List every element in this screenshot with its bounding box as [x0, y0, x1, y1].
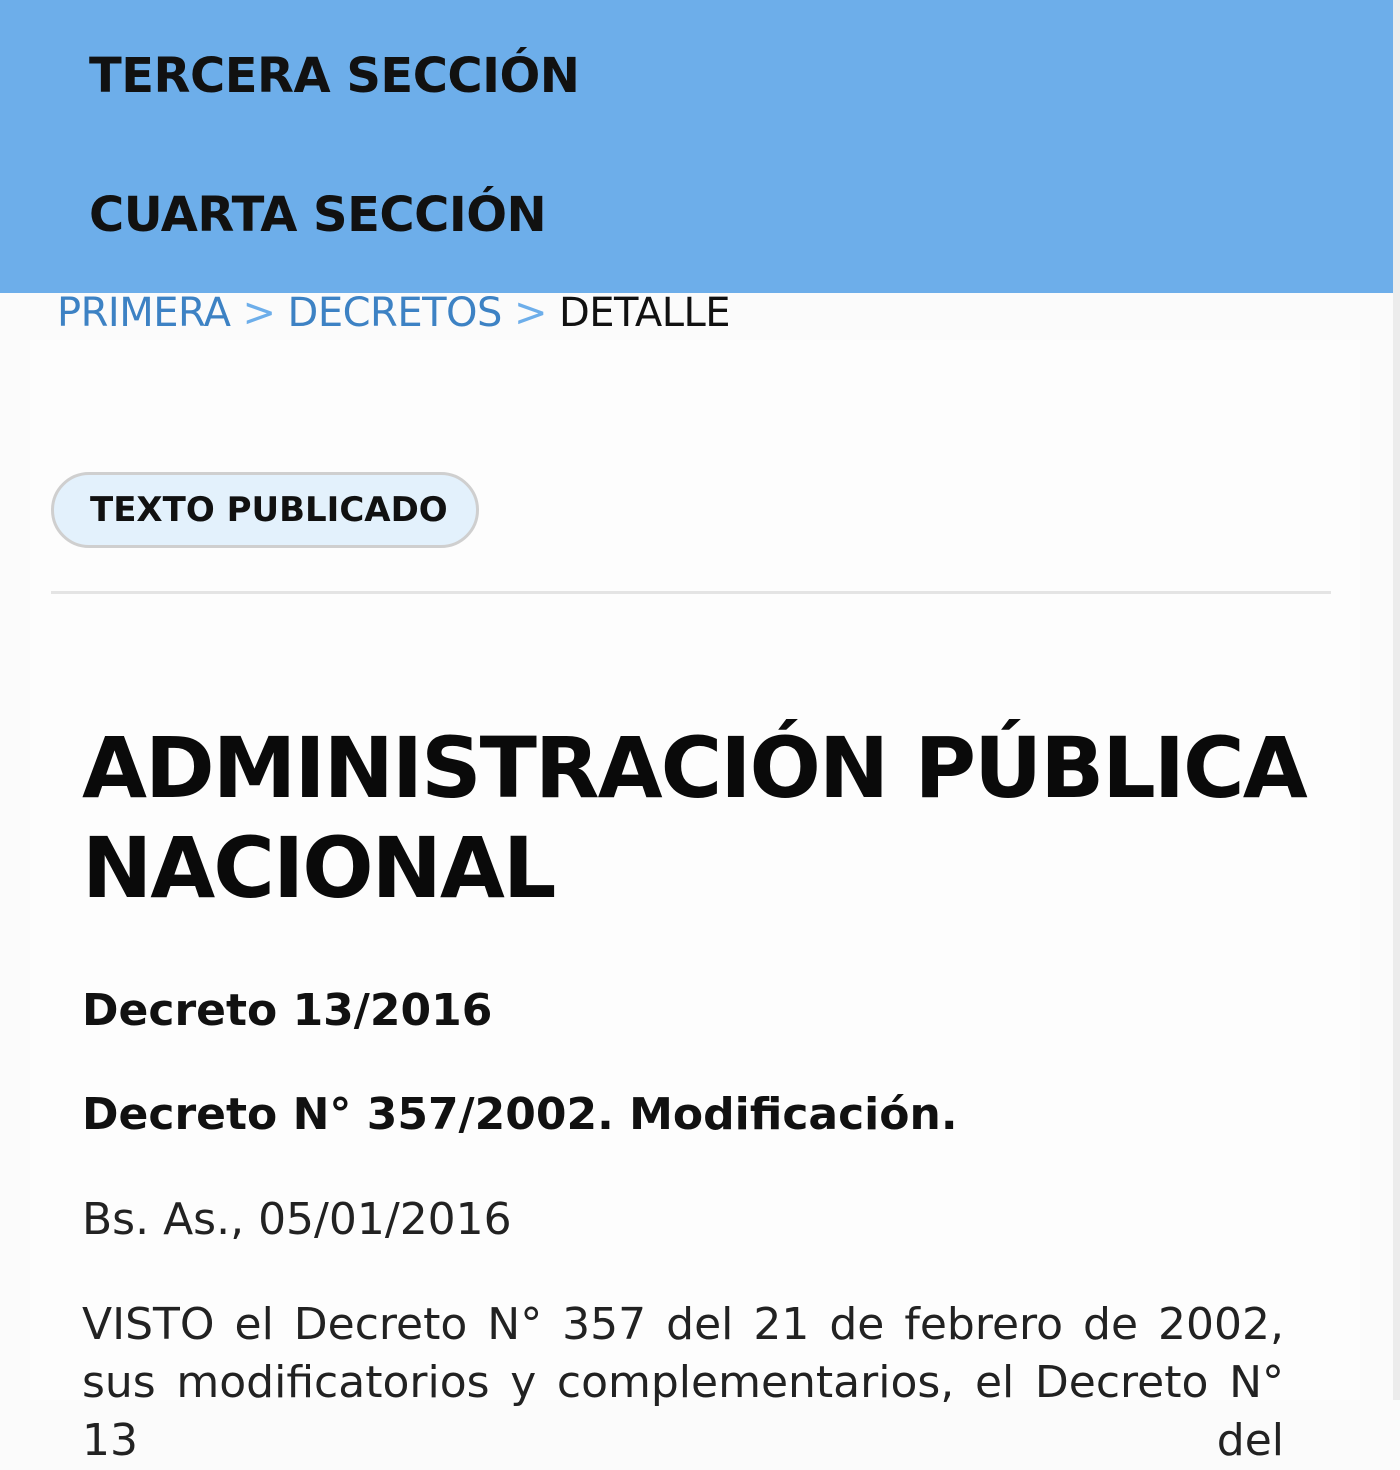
decree-subtitle: Decreto N° 357/2002. Modificación. [82, 1089, 958, 1140]
section-menu [0, 0, 1393, 293]
decree-date: Bs. As., 05/01/2016 [82, 1194, 512, 1245]
tab-texto-publicado[interactable]: TEXTO PUBLICADO [51, 472, 479, 548]
decree-number: Decreto 13/2016 [82, 985, 493, 1036]
divider [51, 591, 1331, 594]
breadcrumb-separator: > [242, 290, 276, 336]
menu-item-tercera-seccion[interactable]: TERCERA SECCIÓN [89, 48, 580, 104]
breadcrumb-link-decretos[interactable]: DECRETOS [287, 290, 502, 336]
breadcrumb-current: DETALLE [558, 290, 731, 336]
menu-item-cuarta-seccion[interactable]: CUARTA SECCIÓN [89, 187, 547, 243]
page-title: ADMINISTRACIÓN PÚBLICA NACIONAL [82, 719, 1306, 917]
scrollbar-track [1393, 0, 1400, 1400]
breadcrumb-separator: > [513, 290, 547, 336]
decree-body-text: VISTO el Decreto N° 357 del 21 de febrero de 2002, sus modificatorios y complementarios, el Decreto N° 13 del [82, 1299, 1284, 1466]
breadcrumb [57, 290, 730, 336]
breadcrumb-link-primera[interactable]: PRIMERA [57, 290, 231, 336]
